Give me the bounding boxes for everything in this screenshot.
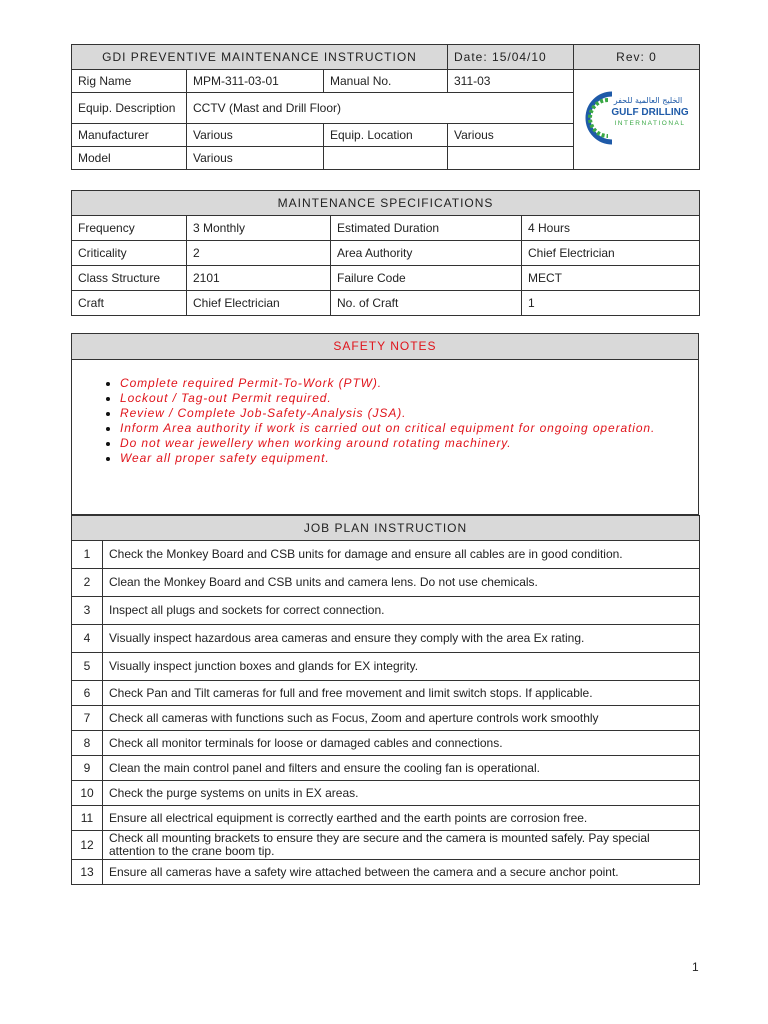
page-number: 1 bbox=[692, 960, 699, 974]
table-row bbox=[72, 806, 700, 831]
equip-description-value: CCTV (Mast and Drill Floor) bbox=[187, 93, 574, 124]
step-text: Check the purge systems on units in EX areas. bbox=[103, 781, 700, 806]
spec-value: Chief Electrician bbox=[522, 241, 700, 266]
spec-value: 3 Monthly bbox=[187, 216, 331, 241]
manufacturer-value: Various bbox=[187, 124, 324, 147]
company-logo bbox=[574, 70, 700, 170]
step-number: 11 bbox=[72, 806, 103, 831]
job-plan-title: JOB PLAN INSTRUCTION bbox=[72, 516, 700, 541]
table-row bbox=[72, 860, 700, 885]
spec-row bbox=[72, 291, 700, 316]
spec-label: Estimated Duration bbox=[331, 216, 522, 241]
job-plan-table bbox=[71, 515, 700, 885]
manual-label: Manual No. bbox=[324, 70, 448, 93]
manufacturer-label: Manufacturer bbox=[72, 124, 187, 147]
spec-value: 2 bbox=[187, 241, 331, 266]
table-row bbox=[72, 625, 700, 653]
safety-note: • Inform Area authority if work is carried out on critical equipment for ongoing operation. bbox=[120, 421, 692, 436]
model-label: Model bbox=[72, 147, 187, 170]
spec-row bbox=[72, 216, 700, 241]
step-number: 13 bbox=[72, 860, 103, 885]
document-revision: Rev: 0 bbox=[574, 45, 700, 70]
rig-name-value: MPM-311-03-01 bbox=[187, 70, 324, 93]
spec-value: 4 Hours bbox=[522, 216, 700, 241]
spec-label: Craft bbox=[72, 291, 187, 316]
rig-name-label: Rig Name bbox=[72, 70, 187, 93]
spec-row bbox=[72, 266, 700, 291]
document-date: Date: 15/04/10 bbox=[448, 45, 574, 70]
table-row bbox=[72, 831, 700, 860]
model-value: Various bbox=[187, 147, 324, 170]
table-row bbox=[72, 569, 700, 597]
safety-note: • Lockout / Tag-out Permit required. bbox=[120, 391, 692, 406]
spec-label: Frequency bbox=[72, 216, 187, 241]
manual-value: 311-03 bbox=[448, 70, 574, 93]
logo-line2: INTERNATIONAL bbox=[613, 120, 686, 127]
spec-label: Class Structure bbox=[72, 266, 187, 291]
table-row bbox=[72, 756, 700, 781]
equip-location-label: Equip. Location bbox=[324, 124, 448, 147]
step-text: Check the Monkey Board and CSB units for damage and ensure all cables are in good condition. bbox=[103, 541, 700, 569]
step-number: 9 bbox=[72, 756, 103, 781]
step-number: 6 bbox=[72, 681, 103, 706]
logo-line1: GULF DRILLING bbox=[610, 107, 689, 118]
spec-value: MECT bbox=[522, 266, 700, 291]
step-number: 2 bbox=[72, 569, 103, 597]
spec-label: No. of Craft bbox=[331, 291, 522, 316]
safety-notes-list bbox=[100, 376, 692, 466]
step-number: 1 bbox=[72, 541, 103, 569]
step-number: 8 bbox=[72, 731, 103, 756]
table-row bbox=[72, 781, 700, 806]
table-row bbox=[72, 706, 700, 731]
table-row bbox=[72, 731, 700, 756]
step-text: Check Pan and Tilt cameras for full and free movement and limit switch stops. If applicable. bbox=[103, 681, 700, 706]
step-text: Visually inspect hazardous area cameras and ensure they comply with the area Ex rating. bbox=[103, 625, 700, 653]
safety-note: • Wear all proper safety equipment. bbox=[120, 451, 692, 466]
step-number: 4 bbox=[72, 625, 103, 653]
step-text: Ensure all cameras have a safety wire attached between the camera and a secure anchor point. bbox=[103, 860, 700, 885]
step-number: 7 bbox=[72, 706, 103, 731]
header-table bbox=[71, 44, 700, 170]
logo-arabic-text: الخليج العالمية للحفر bbox=[613, 96, 682, 105]
step-text: Clean the main control panel and filters and ensure the cooling fan is operational. bbox=[103, 756, 700, 781]
step-text: Inspect all plugs and sockets for correct connection. bbox=[103, 597, 700, 625]
step-number: 12 bbox=[72, 831, 103, 860]
safety-note: • Do not wear jewellery when working around rotating machinery. bbox=[120, 436, 692, 451]
equip-location-value: Various bbox=[448, 124, 574, 147]
step-number: 5 bbox=[72, 653, 103, 681]
spec-label: Area Authority bbox=[331, 241, 522, 266]
step-text: Visually inspect junction boxes and glands for EX integrity. bbox=[103, 653, 700, 681]
maintenance-specifications-table bbox=[71, 190, 700, 316]
table-row bbox=[72, 653, 700, 681]
spec-label: Failure Code bbox=[331, 266, 522, 291]
safety-notes-body bbox=[72, 360, 699, 515]
step-text: Check all cameras with functions such as Focus, Zoom and aperture controls work smoothly bbox=[103, 706, 700, 731]
spec-value: 2101 bbox=[187, 266, 331, 291]
specifications-title: MAINTENANCE SPECIFICATIONS bbox=[72, 191, 700, 216]
table-row bbox=[72, 597, 700, 625]
table-row bbox=[72, 681, 700, 706]
step-text: Clean the Monkey Board and CSB units and camera lens. Do not use chemicals. bbox=[103, 569, 700, 597]
equip-description-label: Equip. Description bbox=[72, 93, 187, 124]
safety-note: • Review / Complete Job-Safety-Analysis (JSA). bbox=[120, 406, 692, 421]
gulf-drilling-logo bbox=[578, 84, 696, 152]
safety-note: • Complete required Permit-To-Work (PTW). bbox=[120, 376, 692, 391]
step-text: Check all monitor terminals for loose or damaged cables and connections. bbox=[103, 731, 700, 756]
step-text: Check all mounting brackets to ensure they are secure and the camera is mounted safely. Pay special attention to the crane boom tip. bbox=[103, 831, 700, 860]
step-text: Ensure all electrical equipment is correctly earthed and the earth points are corrosion free. bbox=[103, 806, 700, 831]
empty-cell bbox=[324, 147, 448, 170]
safety-notes-table bbox=[71, 333, 699, 515]
safety-notes-title: SAFETY NOTES bbox=[72, 334, 699, 360]
spec-row bbox=[72, 241, 700, 266]
step-number: 3 bbox=[72, 597, 103, 625]
spec-value: Chief Electrician bbox=[187, 291, 331, 316]
document-title: GDI PREVENTIVE MAINTENANCE INSTRUCTION bbox=[72, 45, 448, 70]
empty-cell bbox=[448, 147, 574, 170]
step-number: 10 bbox=[72, 781, 103, 806]
table-row bbox=[72, 541, 700, 569]
spec-label: Criticality bbox=[72, 241, 187, 266]
spec-value: 1 bbox=[522, 291, 700, 316]
